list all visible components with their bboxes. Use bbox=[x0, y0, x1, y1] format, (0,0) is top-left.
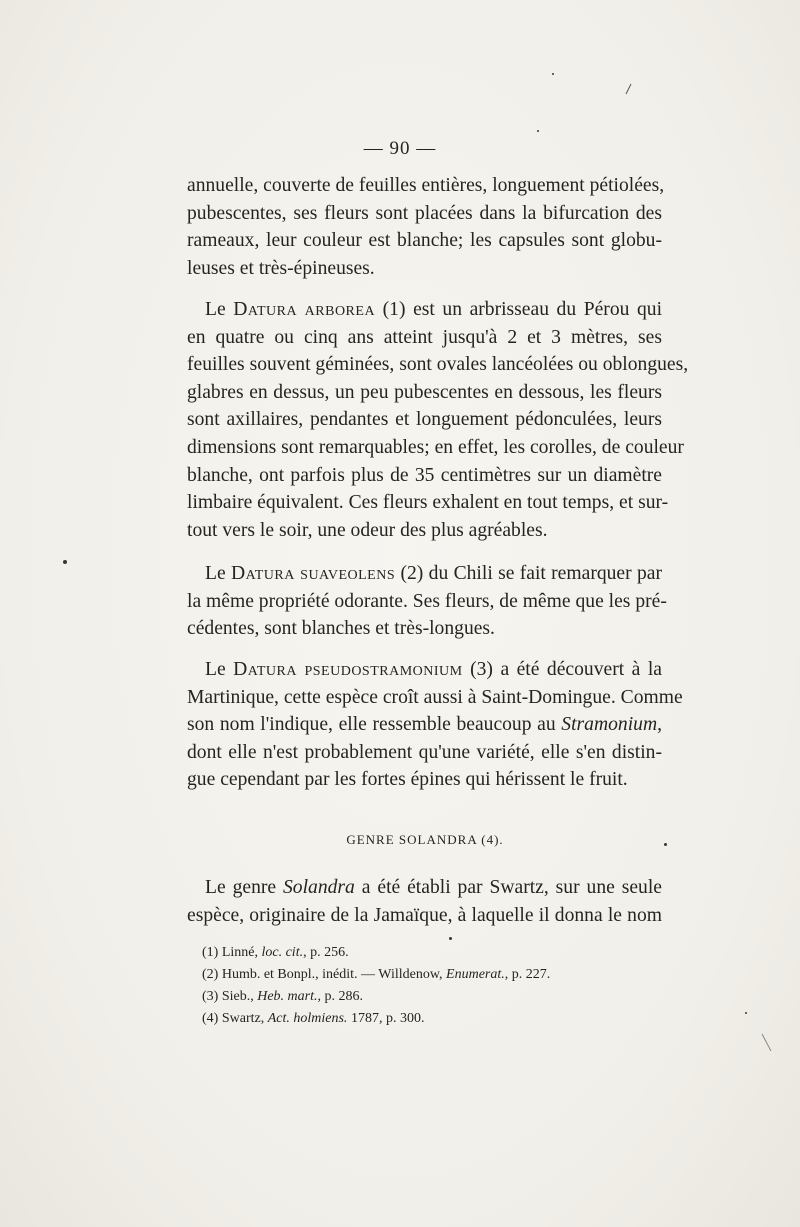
paragraph-4 bbox=[187, 656, 683, 794]
paragraph-3 bbox=[187, 560, 667, 643]
pencil-mark bbox=[760, 1032, 774, 1054]
genus-name: Datura bbox=[231, 563, 295, 584]
genus-name: Datura bbox=[233, 659, 297, 680]
scan-speck bbox=[63, 560, 67, 564]
scan-speck bbox=[449, 937, 452, 940]
text-line: annuelle, couverte de feuilles entières, longuement pétiolées, bbox=[187, 175, 665, 196]
text-line: dont elle n'est probablement qu'une variété, elle s'en distin- bbox=[187, 741, 662, 763]
footnote-text: Swartz, bbox=[221, 1011, 265, 1026]
lead-word: Le bbox=[205, 563, 226, 584]
scan-speck bbox=[537, 130, 539, 132]
paragraph-1 bbox=[187, 172, 665, 282]
paragraph-2 bbox=[187, 296, 689, 544]
line-text: son nom l'indique, elle ressemble beaucoup au bbox=[187, 714, 556, 736]
footnote-text: Sieb., bbox=[221, 989, 254, 1004]
text-line: sont axillaires, pendantes et longuement pédonculées, leurs bbox=[187, 409, 662, 431]
text-line: pubescentes, ses fleurs sont placées dans la bifurcation des bbox=[187, 202, 662, 224]
footnote-italic: Enumerat. bbox=[446, 967, 505, 982]
footnote-italic: Heb. mart. bbox=[257, 989, 318, 1004]
footnote bbox=[202, 1008, 550, 1030]
italic-term: Solandra bbox=[283, 877, 355, 898]
line-rest: est un arbrisseau du Pérou qui bbox=[413, 299, 663, 320]
scan-speck bbox=[552, 73, 554, 75]
text-line bbox=[187, 560, 662, 588]
text-line bbox=[187, 296, 662, 324]
text-line: espèce, originaire de la Jamaïque, à laquelle il donna le nom bbox=[187, 904, 662, 926]
italic-term: Stramonium, bbox=[561, 714, 662, 736]
footnote-mark: (1) bbox=[202, 945, 219, 960]
footnote-italic: loc. cit. bbox=[261, 945, 304, 960]
footnote-text: , p. 256. bbox=[303, 945, 349, 960]
text-line bbox=[187, 656, 662, 684]
footnote-mark: (4) bbox=[202, 1011, 219, 1026]
text-line: glabres en dessus, un peu pubescentes en dessous, les fleurs bbox=[187, 381, 662, 403]
footnote-ref: (2) bbox=[400, 563, 424, 584]
footnote bbox=[202, 964, 550, 986]
line-text: a été établi par Swartz, sur une seule bbox=[361, 877, 662, 898]
text-line: leuses et très-épineuses. bbox=[187, 257, 375, 279]
footnote-text: Humb. et Bonpl., inédit. — Willdenow, bbox=[221, 967, 443, 982]
text-line bbox=[187, 711, 662, 739]
line-rest: du Chili se fait remarquer par bbox=[428, 563, 662, 584]
footnote-italic: Act. holmiens. bbox=[267, 1011, 348, 1026]
footnote bbox=[202, 942, 550, 964]
lead-word: Le bbox=[205, 659, 226, 680]
species-name: pseudostramonium bbox=[304, 659, 463, 680]
paragraph-5 bbox=[187, 874, 662, 929]
text-line: tout vers le soir, une odeur des plus agréables. bbox=[187, 519, 548, 541]
text-line: cédentes, sont blanches et très-longues. bbox=[187, 618, 495, 640]
species-name: suaveolens bbox=[300, 563, 396, 584]
line-rest: a été découvert à la bbox=[500, 659, 662, 680]
text-line: en quatre ou cinq ans atteint jusqu'à 2 et 3 mètres, ses bbox=[187, 326, 662, 348]
scan-speck bbox=[664, 843, 667, 846]
footnote-text: , p. 286. bbox=[317, 989, 363, 1004]
page-number: — 90 — bbox=[363, 138, 437, 159]
pencil-mark bbox=[622, 82, 634, 96]
text-line: Martinique, cette espèce croît aussi à Saint-Domingue. Comme bbox=[187, 686, 683, 708]
genus-name: Datura bbox=[233, 299, 298, 320]
text-line bbox=[187, 874, 662, 902]
footnote-mark: (3) bbox=[202, 989, 219, 1004]
text-line: blanche, ont parfois plus de 35 centimètres sur un diamètre bbox=[187, 464, 662, 486]
text-line: dimensions sont remarquables; en effet, les corolles, de couleur bbox=[187, 436, 684, 458]
text-line: feuilles souvent géminées, sont ovales lancéolées ou oblongues, bbox=[187, 354, 689, 376]
footnote bbox=[202, 986, 550, 1008]
footnote-ref: (3) bbox=[470, 659, 493, 680]
text-line: la même propriété odorante. Ses fleurs, de même que les pré- bbox=[187, 590, 667, 612]
text-line: rameaux, leur couleur est blanche; les capsules sont globu- bbox=[187, 230, 662, 252]
scan-speck bbox=[745, 1012, 747, 1014]
text-line: limbaire équivalent. Ces fleurs exhalent en tout temps, et sur- bbox=[187, 492, 669, 514]
footnote-mark: (2) bbox=[202, 967, 219, 982]
footnote-ref: (1) bbox=[382, 299, 406, 320]
line-text: Le genre bbox=[205, 877, 277, 898]
lead-word: Le bbox=[205, 299, 226, 320]
footnotes bbox=[202, 942, 550, 1030]
footnote-text: Linné, bbox=[221, 945, 258, 960]
species-name: arborea bbox=[304, 299, 376, 320]
text-line: gue cependant par les fortes épines qui hérissent le fruit. bbox=[187, 769, 628, 791]
footnote-text: 1787, p. 300. bbox=[350, 1011, 425, 1026]
section-heading: GENRE SOLANDRA (4). bbox=[346, 832, 504, 847]
footnote-text: , p. 227. bbox=[504, 967, 551, 982]
